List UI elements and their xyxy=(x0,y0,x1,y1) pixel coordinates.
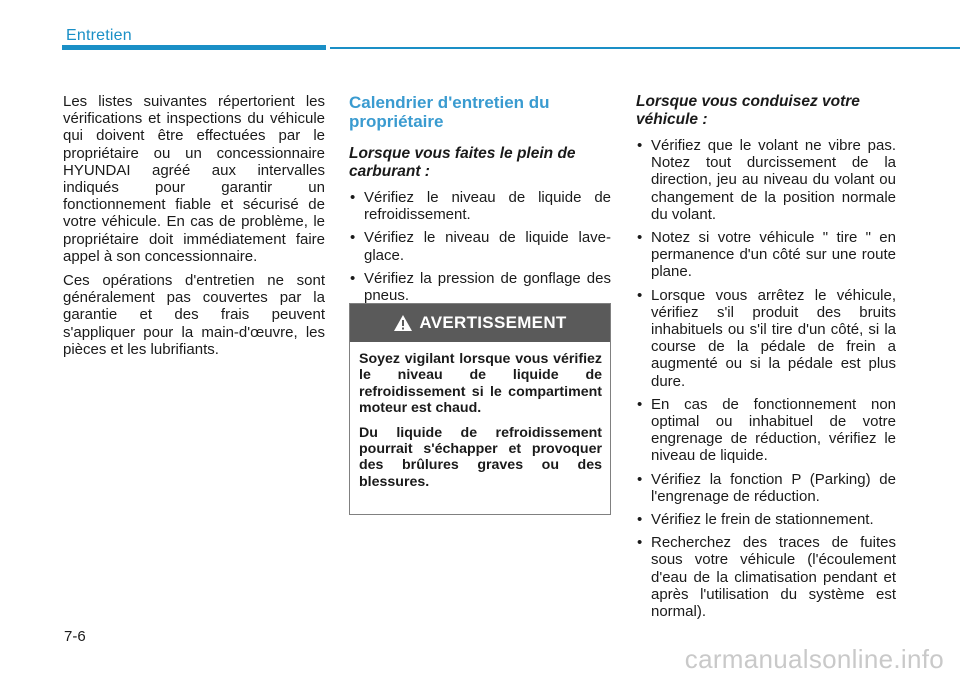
section-title: Entretien xyxy=(66,27,132,44)
warning-title: AVERTISSEMENT xyxy=(419,313,567,332)
list-item: • Vérifiez le niveau de liquide de refroidissement. xyxy=(349,189,611,223)
intro-paragraph: Les listes suivantes répertorient les vérifications et inspections du véhicule qui doivent être effectuées par le propriétaire ou un concessionnaire HYUNDAI agréé aux intervalles indiqués pour garantir un fonctionnement fiable et sécurisé de votre véhicule. En cas de problème, le propriétaire doit immédiatement faire appel à son concessionnaire. xyxy=(63,93,325,265)
driving-checklist xyxy=(636,137,896,620)
refuel-subheading: Lorsque vous faites le plein de carburant : xyxy=(349,145,576,180)
list-item: • Vérifiez la pression de gonflage des pneus. xyxy=(349,270,611,304)
refuel-checklist xyxy=(349,189,611,304)
list-item: • Vérifiez la fonction P (Parking) de l'engrenage de réduction. xyxy=(636,471,896,505)
warning-triangle-icon xyxy=(393,314,413,332)
schedule-heading: Calendrier d'entretien du propriétaire xyxy=(349,93,550,131)
watermark: carmanualsonline.info xyxy=(684,644,944,674)
list-item: • En cas de fonctionnement non optimal ou inhabituel de votre engrenage de réduction, vérifiez le niveau de liquide. xyxy=(636,396,896,465)
list-item: • Vérifiez le niveau de liquide lave-glace. xyxy=(349,229,611,263)
column-schedule xyxy=(349,93,611,310)
list-item: • Recherchez des traces de fuites sous votre véhicule (l'écoulement d'eau de la climatisation pendant et après l'utilisation du système est normal). xyxy=(636,534,896,620)
list-item: • Vérifiez que le volant ne vibre pas. Notez tout durcissement de la direction, jeu au niveau du volant ou changement de la position normale du volant. xyxy=(636,137,896,223)
list-item: • Lorsque vous arrêtez le véhicule, vérifiez s'il produit des bruits inhabituels ou s'il tire d'un côté, si la course de la pédale de frein a augmenté ou si la pédale est plus dure. xyxy=(636,287,896,390)
list-item: • Vérifiez le frein de stationnement. xyxy=(636,511,896,528)
warning-body xyxy=(350,342,610,490)
header-rule-thin xyxy=(330,47,960,49)
driving-subheading: Lorsque vous conduisez votre véhicule : xyxy=(636,93,860,128)
warning-header xyxy=(350,304,610,342)
warning-box xyxy=(349,303,611,515)
column-driving xyxy=(636,93,896,626)
column-intro xyxy=(63,93,325,365)
list-item: • Notez si votre véhicule " tire " en permanence d'un côté sur une route plane. xyxy=(636,229,896,281)
page-number: 7-6 xyxy=(64,628,86,645)
header-rule-thick xyxy=(62,45,326,50)
warning-paragraph: Du liquide de refroidissement pourrait s'échapper et provoquer des brûlures graves ou des blessures. xyxy=(359,424,602,490)
warning-paragraph: Soyez vigilant lorsque vous vérifiez le niveau de liquide de refroidissement si le compartiment moteur est chaud. xyxy=(359,351,602,417)
intro-paragraph: Ces opérations d'entretien ne sont généralement pas couvertes par la garantie et des frais peuvent s'appliquer pour la main-d'œuvre, les pièces et les lubrifiants. xyxy=(63,272,325,358)
